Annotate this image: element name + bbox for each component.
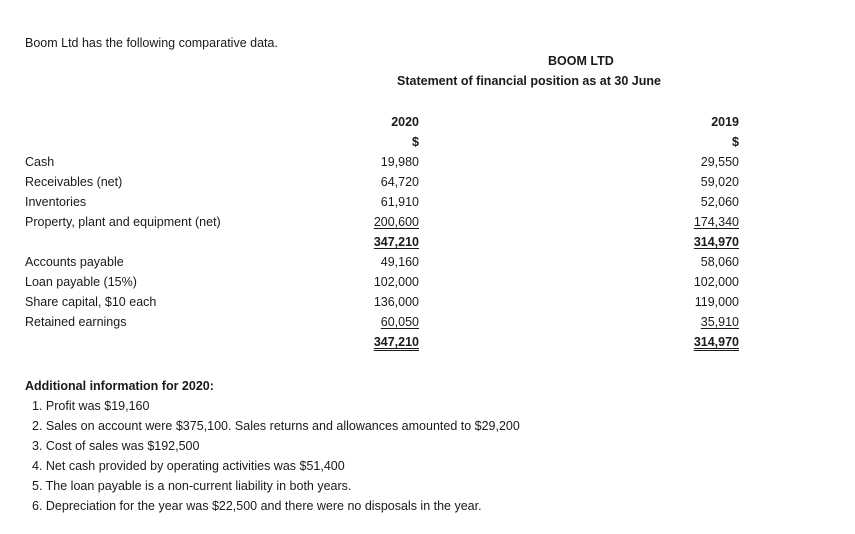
value-2020: 136,000 bbox=[373, 295, 419, 309]
value-2020: 61,910 bbox=[380, 195, 419, 209]
value-2019: 29,550 bbox=[700, 155, 739, 169]
value-2019: 52,060 bbox=[700, 195, 739, 209]
row-label: Share capital, $10 each bbox=[25, 295, 157, 309]
total-le-2019: 314,970 bbox=[693, 335, 739, 349]
column-unit-2019: $ bbox=[732, 135, 739, 149]
column-unit-2020: $ bbox=[412, 135, 419, 149]
value-2019: 174,340 bbox=[693, 215, 739, 229]
value-2020: 102,000 bbox=[373, 275, 419, 289]
value-2019: 102,000 bbox=[693, 275, 739, 289]
row-label: Inventories bbox=[25, 195, 87, 209]
list-item: 2. Sales on account were $375,100. Sales returns and allowances amounted to $29,200 bbox=[32, 419, 520, 433]
value-2020: 19,980 bbox=[380, 155, 419, 169]
intro-text: Boom Ltd has the following comparative data. bbox=[25, 36, 278, 50]
total-assets-2019: 314,970 bbox=[693, 235, 739, 249]
list-item: 6. Depreciation for the year was $22,500 and there were no disposals in the year. bbox=[32, 499, 482, 513]
column-header-2019: 2019 bbox=[711, 115, 739, 129]
value-2019: 35,910 bbox=[700, 315, 739, 329]
value-2020: 200,600 bbox=[373, 215, 419, 229]
row-label: Property, plant and equipment (net) bbox=[25, 215, 221, 229]
list-item: 1. Profit was $19,160 bbox=[32, 399, 150, 413]
company-name: BOOM LTD bbox=[548, 54, 614, 68]
list-item: 3. Cost of sales was $192,500 bbox=[32, 439, 200, 453]
row-label: Cash bbox=[25, 155, 55, 169]
additional-info-heading: Additional information for 2020: bbox=[25, 379, 214, 393]
value-2019: 119,000 bbox=[694, 295, 739, 309]
total-le-2020: 347,210 bbox=[373, 335, 419, 349]
statement-title: Statement of financial position as at 30 June bbox=[397, 74, 661, 88]
value-2020: 64,720 bbox=[380, 175, 419, 189]
row-label: Receivables (net) bbox=[25, 175, 123, 189]
list-item: 4. Net cash provided by operating activities was $51,400 bbox=[32, 459, 345, 473]
column-header-2020: 2020 bbox=[391, 115, 419, 129]
row-label: Loan payable (15%) bbox=[25, 275, 137, 289]
value-2019: 59,020 bbox=[700, 175, 739, 189]
total-assets-2020: 347,210 bbox=[373, 235, 419, 249]
value-2020: 49,160 bbox=[380, 255, 419, 269]
value-2019: 58,060 bbox=[700, 255, 739, 269]
list-item: 5. The loan payable is a non-current liability in both years. bbox=[32, 479, 352, 493]
value-2020: 60,050 bbox=[380, 315, 419, 329]
row-label: Accounts payable bbox=[25, 255, 124, 269]
row-label: Retained earnings bbox=[25, 315, 127, 329]
